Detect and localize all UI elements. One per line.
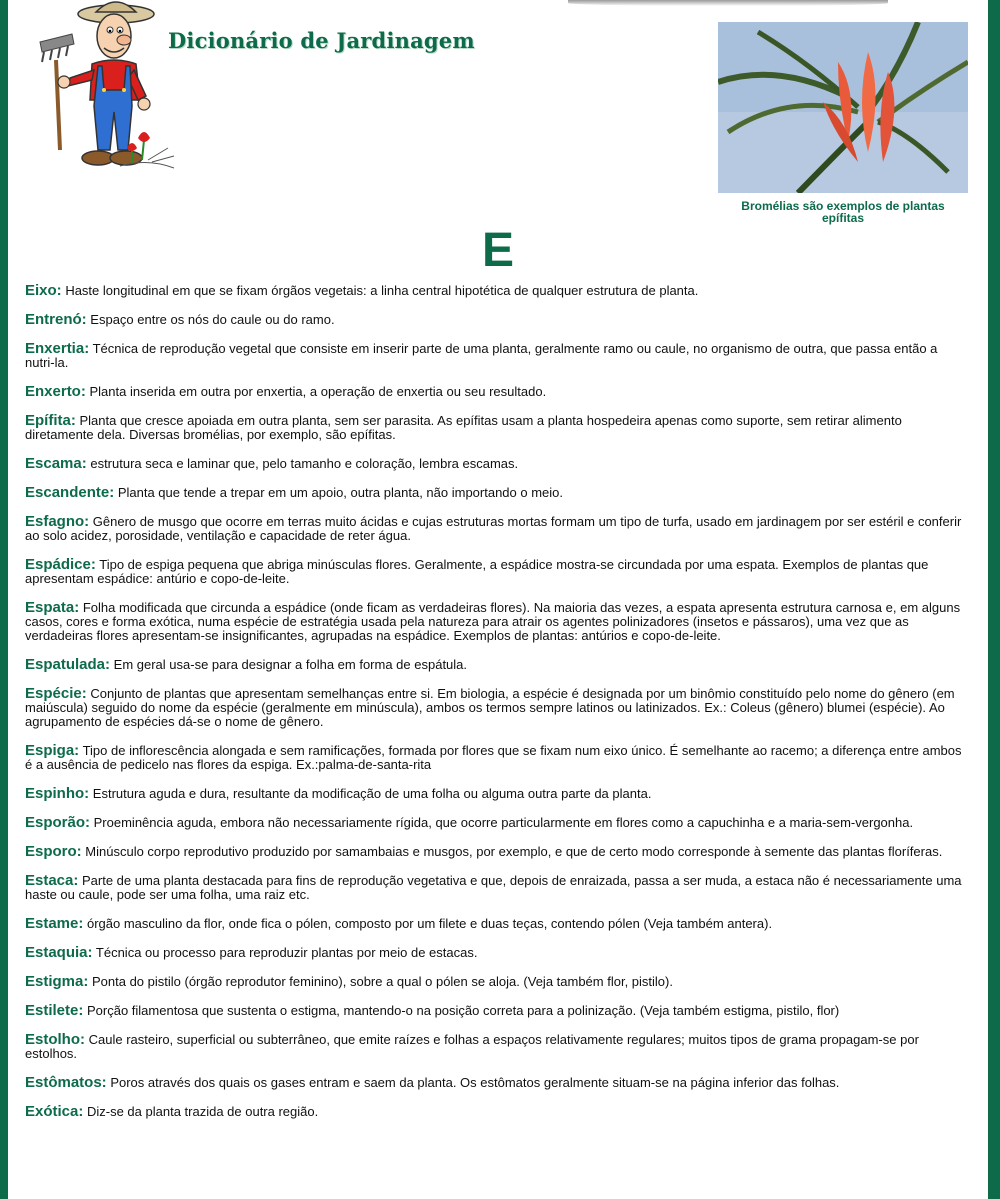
list-item xyxy=(25,744,970,772)
site-title: Dicionário de Jardinagem xyxy=(168,28,475,53)
page xyxy=(8,0,988,1199)
entry-definition: Poros através dos quais os gases entram e saem da planta. Os estômatos geralmente situam-se na página inferior das folhas. xyxy=(110,1075,840,1090)
bromeliad-photo xyxy=(718,22,968,193)
list-item xyxy=(25,414,970,442)
entry-term: Estigma: xyxy=(25,973,89,990)
entry-definition: Minúsculo corpo reprodutivo produzido por samambaias e musgos, por exemplo, e que de certo modo corresponde à semente das plantas floríferas. xyxy=(85,844,943,859)
list-item xyxy=(25,342,970,370)
entry-definition: Planta que cresce apoiada em outra planta, sem ser parasita. As epífitas usam a planta hospedeira apenas como suporte, sem retirar alimento diretamente dela. Diversas bromélias, por exemplo, são epífitas. xyxy=(25,413,902,442)
list-item xyxy=(25,687,970,729)
entry-definition: órgão masculino da flor, onde fica o pólen, composto por um filete e duas teças, contendo pólen (Veja também antera). xyxy=(86,916,773,931)
entry-definition: Tipo de inflorescência alongada e sem ramificações, formada por flores que se fixam num eixo único. É semelhante ao racemo; a diferença entre ambos é a ausência de pedicelo nas flores da espiga. Ex.:palma-de-santa-rita xyxy=(25,743,962,772)
entry-definition: Caule rasteiro, superficial ou subterrâneo, que emite raízes e folhas a espaços relativamente regulares; muitos tipos de grama propagam-se por estolhos. xyxy=(25,1032,919,1061)
section-letter: E xyxy=(481,224,514,277)
entry-term: Epífita: xyxy=(25,412,76,429)
entry-definition: Parte de uma planta destacada para fins de reprodução vegetativa e que, depois de enraizada, passa a ser muda, a estaca não é necessariamente uma haste ou caule, pode ser uma folha, uma raiz etc. xyxy=(25,873,962,902)
list-item xyxy=(25,874,970,902)
gardener-mascot-icon xyxy=(28,0,178,175)
list-item xyxy=(25,284,970,298)
list-item xyxy=(25,558,970,586)
entry-term: Enxertia: xyxy=(25,340,90,357)
entry-definition: Folha modificada que circunda a espádice (onde ficam as verdadeiras flores). Na maioria das vezes, a espata apresenta estrutura carnosa e, em alguns casos, cores e forma exótica, numa espécie de estratégia usada pela natureza para atrair os agentes polinizadores (insetos e pássaros), uma vez que as verdadeiras flores apresentam-se insignificantes, agrupadas na espádice. Exemplos de plantas: antúrios e copo-de-leite. xyxy=(25,600,961,643)
entry-term: Espatulada: xyxy=(25,656,111,673)
list-item xyxy=(25,1076,970,1090)
photo-caption: Bromélias são exemplos de plantas epífitas xyxy=(741,199,945,225)
entry-term: Exótica: xyxy=(25,1103,84,1120)
entry-list xyxy=(25,284,970,1134)
entry-definition: Ponta do pistilo (órgão reprodutor feminino), sobre a qual o pólen se aloja. (Veja também flor, pistilo). xyxy=(91,974,673,989)
entry-term: Esfagno: xyxy=(25,513,90,530)
list-item xyxy=(25,486,970,500)
entry-definition: Proeminência aguda, embora não necessariamente rígida, que ocorre particularmente em flores como a capuchinha e a maria-sem-vergonha. xyxy=(93,815,914,830)
entry-definition: Estrutura aguda e dura, resultante da modificação de uma folha ou alguma outra parte da planta. xyxy=(92,786,652,801)
list-item xyxy=(25,1105,970,1119)
entry-term: Estaca: xyxy=(25,872,79,889)
list-item xyxy=(25,385,970,399)
entry-term: Enxerto: xyxy=(25,383,86,400)
list-item xyxy=(25,457,970,471)
entry-definition: estrutura seca e laminar que, pelo tamanho e coloração, lembra escamas. xyxy=(90,456,519,471)
entry-definition: Diz-se da planta trazida de outra região. xyxy=(86,1104,319,1119)
list-item xyxy=(25,601,970,643)
entry-term: Espinho: xyxy=(25,785,90,802)
list-item xyxy=(25,975,970,989)
list-item xyxy=(25,816,970,830)
entry-term: Esporo: xyxy=(25,843,82,860)
entry-term: Estolho: xyxy=(25,1031,85,1048)
list-item xyxy=(25,515,970,543)
entry-term: Escama: xyxy=(25,455,87,472)
entry-term: Eixo: xyxy=(25,282,62,299)
entry-term: Espádice: xyxy=(25,556,96,573)
entry-term: Espécie: xyxy=(25,685,87,702)
entry-definition: Conjunto de plantas que apresentam semelhanças entre si. Em biologia, a espécie é designada por um binômio constituído pelo nome do gênero (em maiúscula) seguido do nome da espécie (geralmente em minúscula), ambos os termos sempre latinos ou latinizados. Ex.: Coleus (gênero) blumei (espécie). Ao agrupamento de espécies dá-se o nome de gênero. xyxy=(25,686,955,729)
list-item xyxy=(25,1033,970,1061)
entry-definition: Planta inserida em outra por enxertia, a operação de enxertia ou seu resultado. xyxy=(89,384,547,399)
entry-term: Espiga: xyxy=(25,742,80,759)
entry-term: Escandente: xyxy=(25,484,115,501)
entry-term: Estômatos: xyxy=(25,1074,107,1091)
entry-term: Esporão: xyxy=(25,814,91,831)
entry-definition: Porção filamentosa que sustenta o estigma, mantendo-o na posição correta para a polinização. (Veja também estigma, pistilo, flor) xyxy=(86,1003,840,1018)
entry-definition: Planta que tende a trepar em um apoio, outra planta, não importando o meio. xyxy=(117,485,564,500)
entry-term: Entrenó: xyxy=(25,311,87,328)
entry-term: Estame: xyxy=(25,915,84,932)
entry-definition: Técnica de reprodução vegetal que consiste em inserir parte de uma planta, geralmente ramo ou caule, no organismo de outra, que passa então a nutri-la. xyxy=(25,341,938,370)
list-item xyxy=(25,313,970,327)
list-item xyxy=(25,845,970,859)
entry-definition: Espaço entre os nós do caule ou do ramo. xyxy=(90,312,335,327)
entry-definition: Tipo de espiga pequena que abriga minúsculas flores. Geralmente, a espádice mostra-se circundada por uma espata. Exemplos de plantas que apresentam espádice: antúrio e copo-de-leite. xyxy=(25,557,929,586)
entry-definition: Em geral usa-se para designar a folha em forma de espátula. xyxy=(113,657,468,672)
list-item xyxy=(25,787,970,801)
list-item xyxy=(25,1004,970,1018)
list-item xyxy=(25,658,970,672)
entry-definition: Técnica ou processo para reproduzir plantas por meio de estacas. xyxy=(95,945,478,960)
list-item xyxy=(25,917,970,931)
entry-term: Estaquia: xyxy=(25,944,93,961)
entry-definition: Haste longitudinal em que se fixam órgãos vegetais: a linha central hipotética de qualquer estrutura de planta. xyxy=(65,283,699,298)
entry-term: Espata: xyxy=(25,599,80,616)
list-item xyxy=(25,946,970,960)
entry-term: Estilete: xyxy=(25,1002,84,1019)
entry-definition: Gênero de musgo que ocorre em terras muito ácidas e cujas estruturas mortas formam um tipo de turfa, usado em jardinagem por ser estéril e conferir ao solo acidez, porosidade, ventilação e capacidade de reter água. xyxy=(25,514,962,543)
top-shadow xyxy=(568,0,888,6)
